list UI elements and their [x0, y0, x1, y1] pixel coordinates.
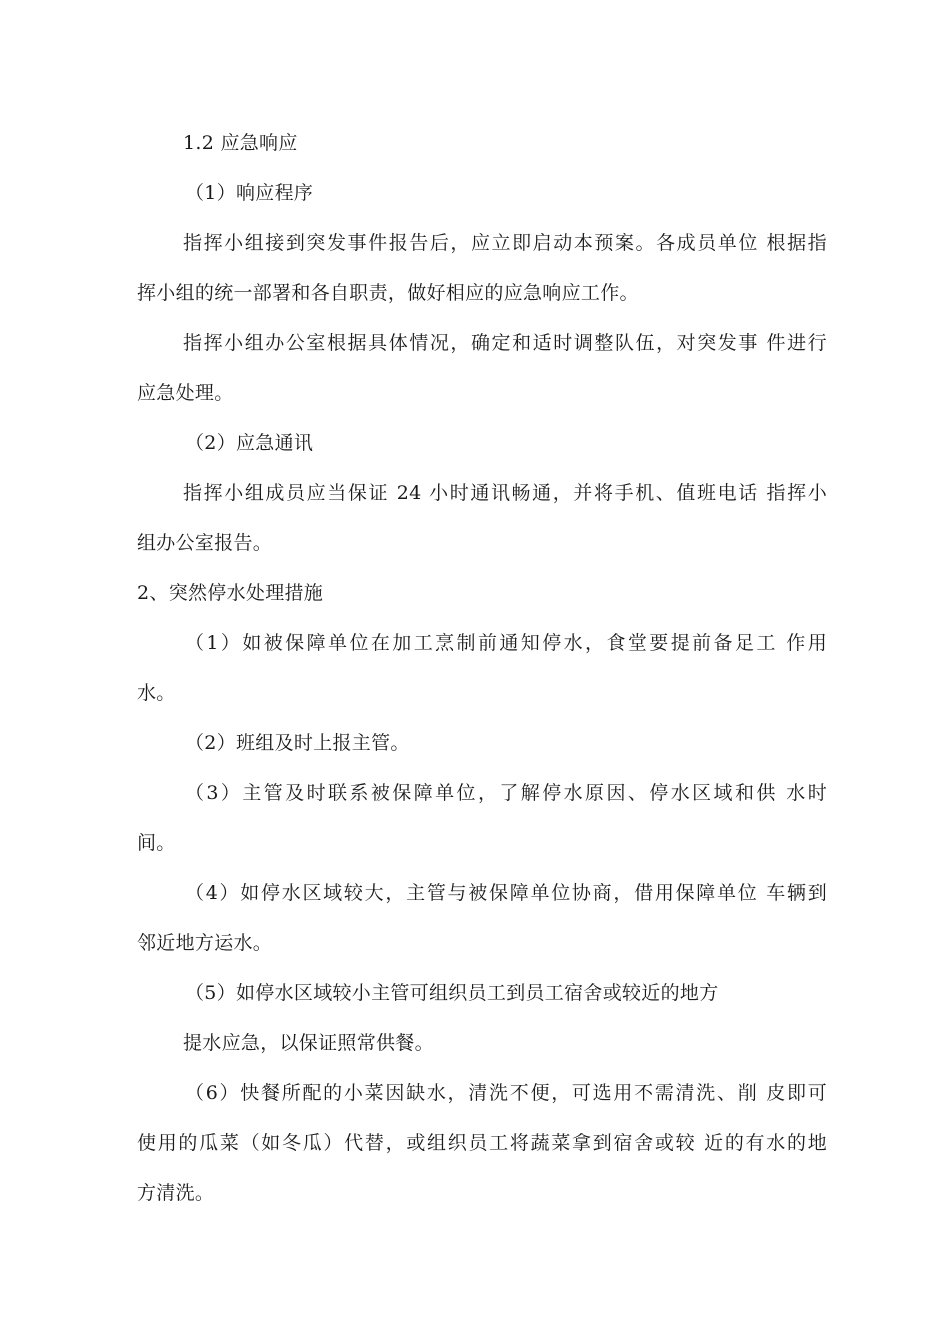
list-item-line: 间。: [137, 832, 176, 854]
paragraph-line: 指挥小组接到突发事件报告后，应立即启动本预案。各成员单位 根据指: [183, 232, 827, 254]
list-item-line: （2）班组及时上报主管。: [185, 732, 410, 754]
list-item-line: （6）快餐所配的小菜因缺水，清洗不便，可选用不需清洗、削 皮即可: [185, 1082, 827, 1104]
list-item-line: 水。: [137, 682, 176, 704]
list-item-line: 邻近地方运水。: [137, 932, 273, 954]
section-heading-water-outage: 2、突然停水处理措施: [137, 582, 324, 604]
subheading-response-procedure: （1）响应程序: [185, 182, 314, 204]
list-item-line: （3）主管及时联系被保障单位，了解停水原因、停水区域和供 水时: [185, 782, 827, 804]
paragraph-line: 指挥小组成员应当保证 24 小时通讯畅通，并将手机、值班电话 指挥小: [183, 482, 827, 504]
list-item-line: 方清洗。: [137, 1182, 215, 1204]
list-item-line: 提水应急，以保证照常供餐。: [183, 1032, 434, 1054]
paragraph-line: 组办公室报告。: [137, 532, 273, 554]
list-item-line: （4）如停水区域较大，主管与被保障单位协商，借用保障单位 车辆到: [185, 882, 827, 904]
list-item-line: （5）如停水区域较小主管可组织员工到员工宿舍或较近的地方: [185, 982, 719, 1004]
list-item-line: 使用的瓜菜（如冬瓜）代替，或组织员工将蔬菜拿到宿舍或较 近的有水的地: [137, 1132, 827, 1154]
paragraph-line: 挥小组的统一部署和各自职责，做好相应的应急响应工作。: [137, 282, 639, 304]
subheading-emergency-communication: （2）应急通讯: [185, 432, 314, 454]
list-item-line: （1）如被保障单位在加工烹制前通知停水，食堂要提前备足工 作用: [185, 632, 827, 654]
section-heading-emergency-response: 1.2 应急响应: [183, 132, 298, 154]
paragraph-line: 应急处理。: [137, 382, 234, 404]
paragraph-line: 指挥小组办公室根据具体情况，确定和适时调整队伍，对突发事 件进行: [183, 332, 827, 354]
